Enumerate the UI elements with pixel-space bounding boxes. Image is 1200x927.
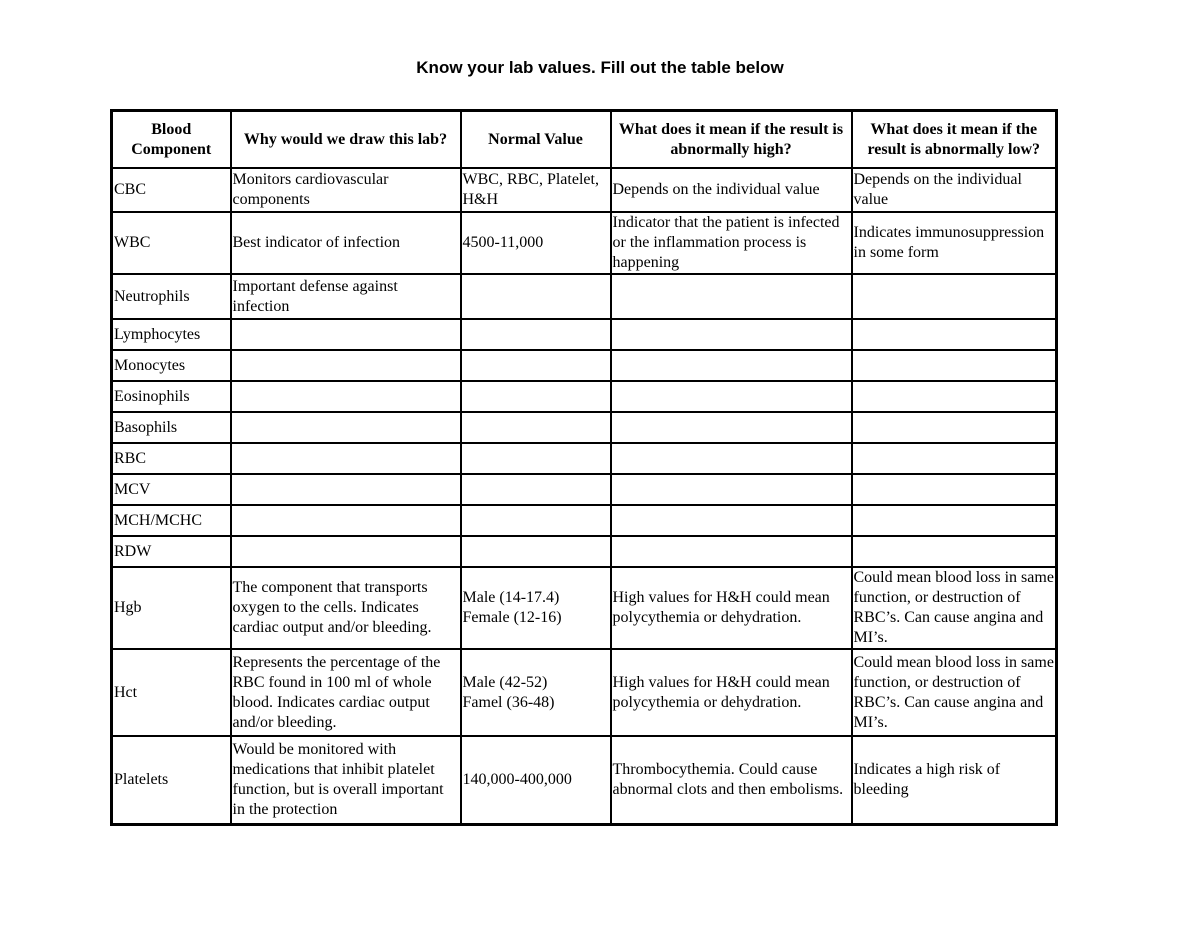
cell-high: Thrombocythemia. Could cause abnormal clots and then embolisms. <box>611 736 852 825</box>
cell-component: RDW <box>112 536 231 567</box>
cell-component: Neutrophils <box>112 274 231 319</box>
cell-normal <box>461 381 611 412</box>
cell-normal: 140,000-400,000 <box>461 736 611 825</box>
table-row-mcv <box>112 474 1057 505</box>
cell-why <box>231 350 461 381</box>
cell-low: Could mean blood loss in same function, or destruction of RBC’s. Can cause angina and MI’s. <box>852 567 1057 649</box>
cell-normal: WBC, RBC, Platelet, H&H <box>461 168 611 212</box>
cell-why: Best indicator of infection <box>231 212 461 274</box>
cell-component: Lymphocytes <box>112 319 231 350</box>
table-row-hct <box>112 649 1057 736</box>
table-row-rdw <box>112 536 1057 567</box>
cell-component: RBC <box>112 443 231 474</box>
cell-normal <box>461 505 611 536</box>
cell-normal <box>461 274 611 319</box>
header-why-draw: Why would we draw this lab? <box>231 111 461 169</box>
cell-component: Hgb <box>112 567 231 649</box>
cell-high: Indicator that the patient is infected or the inflammation process is happening <box>611 212 852 274</box>
cell-low: Indicates a high risk of bleeding <box>852 736 1057 825</box>
cell-component: Eosinophils <box>112 381 231 412</box>
cell-high <box>611 412 852 443</box>
cell-high <box>611 443 852 474</box>
cell-component: MCH/MCHC <box>112 505 231 536</box>
cell-why: Represents the percentage of the RBC found in 100 ml of whole blood. Indicates cardiac output and/or bleeding. <box>231 649 461 736</box>
cell-why <box>231 443 461 474</box>
table-row-monocytes <box>112 350 1057 381</box>
cell-why <box>231 319 461 350</box>
cell-why <box>231 474 461 505</box>
cell-component: WBC <box>112 212 231 274</box>
cell-high <box>611 505 852 536</box>
cell-normal: 4500-11,000 <box>461 212 611 274</box>
cell-normal <box>461 443 611 474</box>
cell-low <box>852 536 1057 567</box>
cell-why <box>231 536 461 567</box>
cell-why: Monitors cardiovascular components <box>231 168 461 212</box>
normal-value-female: Famel (36-48) <box>462 693 555 711</box>
table-row-cbc <box>112 168 1057 212</box>
cell-low <box>852 319 1057 350</box>
cell-high: Depends on the individual value <box>611 168 852 212</box>
cell-low <box>852 412 1057 443</box>
header-blood-component: Blood Component <box>112 111 231 169</box>
table-row-wbc <box>112 212 1057 274</box>
cell-low: Indicates immunosuppression in some form <box>852 212 1057 274</box>
normal-value-male: Male (14-17.4) <box>462 589 560 606</box>
lab-values-table <box>110 109 1058 826</box>
cell-component: Basophils <box>112 412 231 443</box>
cell-why: Would be monitored with medications that inhibit platelet function, but is overall important in the protection <box>231 736 461 825</box>
normal-value-female: Female (12-16) <box>462 609 562 626</box>
cell-normal <box>461 536 611 567</box>
cell-normal <box>461 412 611 443</box>
header-row <box>112 111 1057 169</box>
cell-why: Important defense against infection <box>231 274 461 319</box>
cell-why: The component that transports oxygen to the cells. Indicates cardiac output and/or bleeding. <box>231 567 461 649</box>
table-row-neutrophils <box>112 274 1057 319</box>
cell-high <box>611 474 852 505</box>
cell-low <box>852 274 1057 319</box>
cell-low <box>852 505 1057 536</box>
cell-normal <box>461 319 611 350</box>
cell-why <box>231 381 461 412</box>
cell-component: Platelets <box>112 736 231 825</box>
cell-component: Monocytes <box>112 350 231 381</box>
cell-high <box>611 536 852 567</box>
table-row-platelets <box>112 736 1057 825</box>
cell-high <box>611 350 852 381</box>
page-title: Know your lab values. Fill out the table below <box>416 58 784 77</box>
cell-component: CBC <box>112 168 231 212</box>
cell-why <box>231 505 461 536</box>
cell-high <box>611 381 852 412</box>
cell-normal <box>461 649 611 736</box>
cell-normal <box>461 474 611 505</box>
cell-low: Could mean blood loss in same function, or destruction of RBC’s. Can cause angina and MI’s. <box>852 649 1057 736</box>
table-row-eosinophils <box>112 381 1057 412</box>
cell-high <box>611 319 852 350</box>
cell-high: High values for H&H could mean polycythemia or dehydration. <box>611 567 852 649</box>
normal-value-male: Male (42-52) <box>462 673 548 691</box>
table-row-hgb <box>112 567 1057 649</box>
header-abnormally-low: What does it mean if the result is abnormally low? <box>852 111 1057 169</box>
cell-component: Hct <box>112 649 231 736</box>
cell-normal <box>461 350 611 381</box>
header-normal-value: Normal Value <box>461 111 611 169</box>
cell-high <box>611 274 852 319</box>
cell-why <box>231 412 461 443</box>
cell-high: High values for H&H could mean polycythemia or dehydration. <box>611 649 852 736</box>
cell-low <box>852 381 1057 412</box>
cell-normal <box>461 567 611 649</box>
table-row-rbc <box>112 443 1057 474</box>
cell-component: MCV <box>112 474 231 505</box>
table-row-mch-mchc <box>112 505 1057 536</box>
table-row-lymphocytes <box>112 319 1057 350</box>
cell-low <box>852 443 1057 474</box>
table-row-basophils <box>112 412 1057 443</box>
cell-low <box>852 350 1057 381</box>
cell-low <box>852 474 1057 505</box>
header-abnormally-high: What does it mean if the result is abnormally high? <box>611 111 852 169</box>
cell-low: Depends on the individual value <box>852 168 1057 212</box>
